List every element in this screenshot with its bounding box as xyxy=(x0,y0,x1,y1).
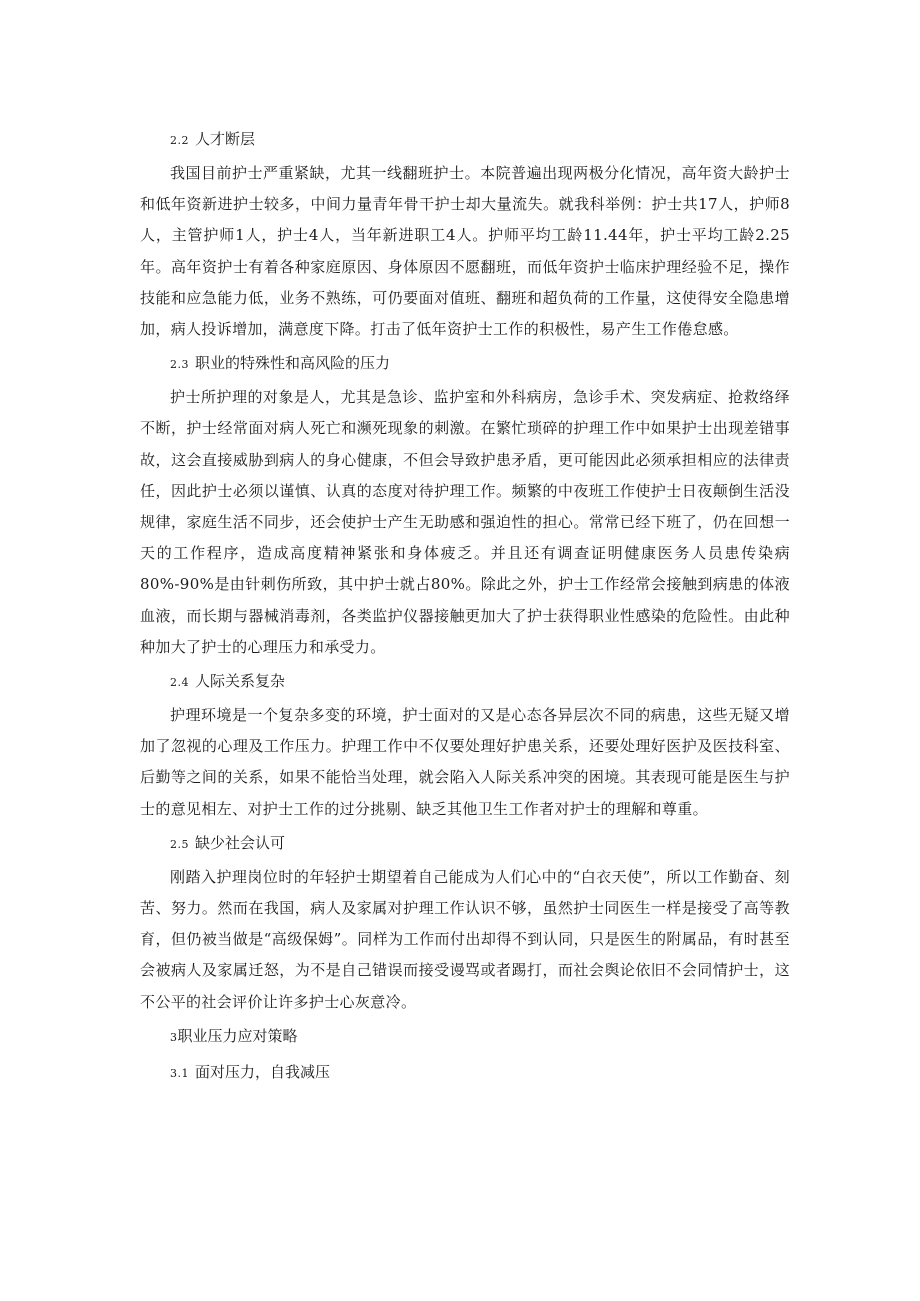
section-number: 2.5 xyxy=(170,837,189,851)
section-heading-2-4 xyxy=(140,664,790,700)
section-paragraph-2-5: 刚踏入护理岗位时的年轻护士期望着自己能成为人们心中的“白衣天使”，所以工作勤奋、刻苦、努力。然而在我国，病人及家属对护理工作认识不够，虽然护士同医生一样是接受了高等教育，但仍被当做是“高级保姆”。同样为工作而付出却得不到认同，只是医生的附属品，有时甚至会被病人及家属迁怒，为不是自己错误而接受谩骂或者踢打，而社会舆论依旧不会同情护士，这不公平的社会评价让许多护士心灰意冷。 xyxy=(140,867,790,1011)
section-title: 缺少社会认可 xyxy=(195,833,286,852)
chapter-number: 3 xyxy=(170,1030,178,1044)
section-paragraph-2-4: 护理环境是一个复杂多变的环境，护士面对的又是心态各异层次不同的病患，这些无疑又增加了忽视的心理及工作压力。护理工作中不仅要处理好护患关系，还要处理好医护及医技科室、后勤等之间的关系，如果不能恰当处理，就会陷入人际关系冲突的困境。其表现可能是医生与护士的意见相左、对护士工作的过分挑剔、缺乏其他卫生工作者对护士的理解和尊重。 xyxy=(140,706,790,818)
section-heading-2-2 xyxy=(140,122,790,158)
section-paragraph-2-3: 护士所护理的对象是人，尤其是急诊、监护室和外科病房，急诊手术、突发病症、抢救络绎不断，护士经常面对病人死亡和濒死现象的刺激。在繁忙琐碎的护理工作中如果护士出现差错事故，这会直接威胁到病人的身心健康，不但会导致护患矛盾，更可能因此必须承担相应的法律责任，因此护士必须以谨慎、认真的态度对待护理工作。频繁的中夜班工作使护士日夜颠倒生活没规律，家庭生活不同步，还会使护士产生无助感和强迫性的担心。常常已经下班了，仍在回想一天的工作程序，造成高度精神紧张和身体疲乏。并且还有调查证明健康医务人员患传染病80%-90%是由针刺伤所致，其中护士就占80%。除此之外，护士工作经常会接触到病患的体液血液，而长期与器械消毒剂，各类监护仪器接触更加大了护士获得职业性感染的危险性。由此种种加大了护士的心理压力和承受力。 xyxy=(140,388,790,656)
section-heading-3-1 xyxy=(140,1055,790,1091)
section-heading-2-3 xyxy=(140,346,790,382)
section-number: 3.1 xyxy=(170,1066,189,1080)
section-title: 人际关系复杂 xyxy=(195,672,286,691)
chapter-title: 职业压力应对策略 xyxy=(177,1026,298,1045)
section-number: 2.2 xyxy=(170,134,189,147)
section-number: 2.4 xyxy=(170,676,189,690)
section-heading-2-5 xyxy=(140,826,790,862)
chapter-heading-3 xyxy=(140,1019,790,1055)
section-title: 人才断层 xyxy=(195,130,256,148)
section-paragraph-2-2: 我国目前护士严重紧缺，尤其一线翻班护士。本院普遍出现两极分化情况，高年资大龄护士和低年资新进护士较多，中间力量青年骨干护士却大量流失。就我科举例：护士共17人，护师8人，主管护师1人，护士4人，当年新进职工4人。护师平均工龄11.44年，护士平均工龄2.25年。高年资护士有着各种家庭原因、身体原因不愿翻班，而低年资护士临床护理经验不足，操作技能和应急能力低，业务不熟练，可仍要面对值班、翻班和超负荷的工作量，这使得安全隐患增加，病人投诉增加，满意度下降。打击了低年资护士工作的积极性，易产生工作倦怠感。 xyxy=(140,164,790,339)
document-body xyxy=(140,122,790,1091)
section-title: 职业的特殊性和高风险的压力 xyxy=(195,354,391,373)
section-title: 面对压力，自我减压 xyxy=(195,1062,331,1081)
section-number: 2.3 xyxy=(170,358,189,372)
